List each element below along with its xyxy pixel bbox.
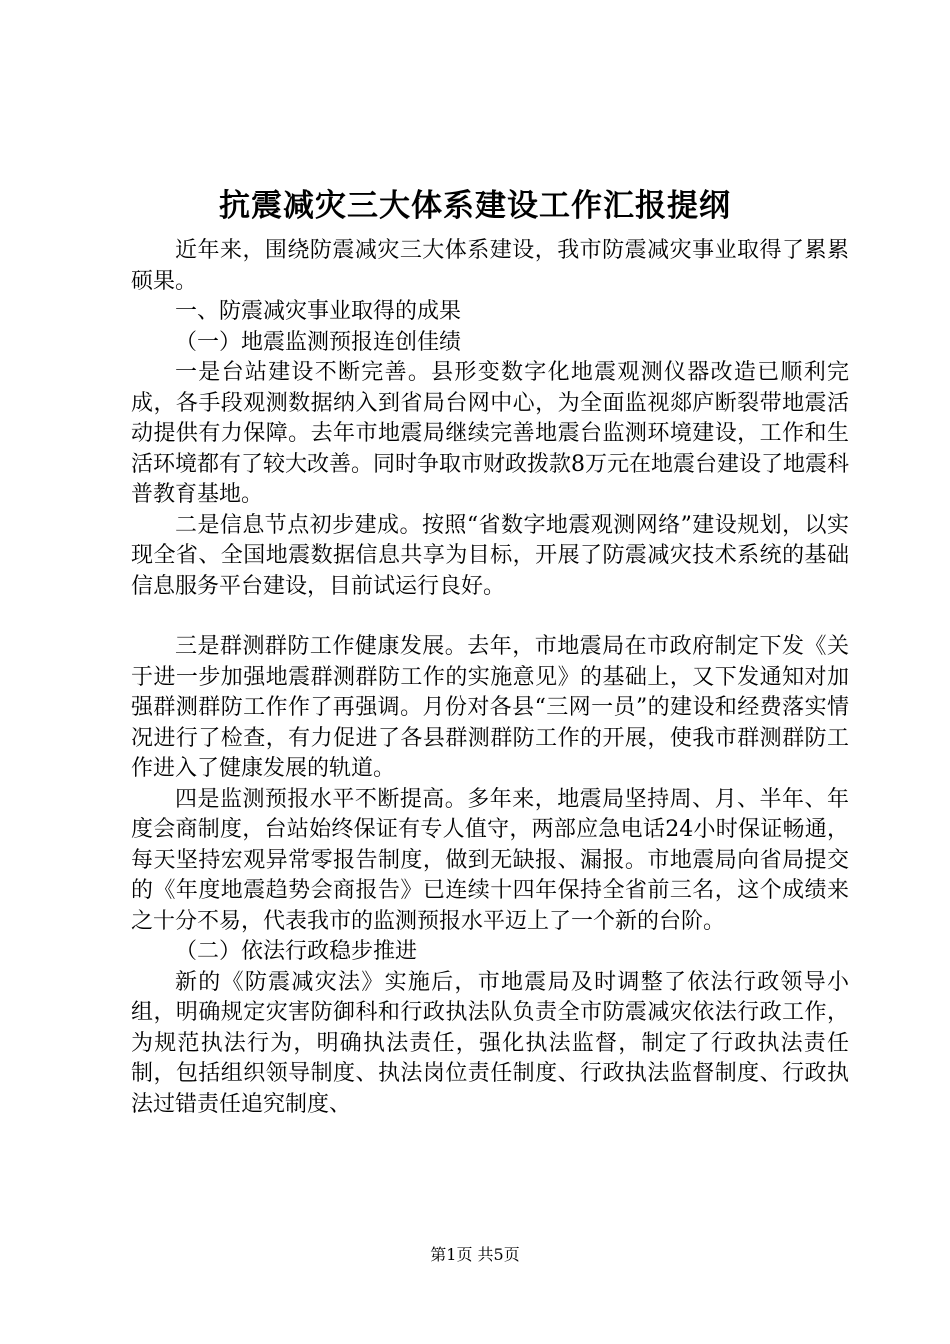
paragraph-forecast-level: 四是监测预报水平不断提高。多年来，地震局坚持周、月、半年、年度会商制度，台站始终保证有专人值守，两部应急电话24小时保证畅通，每天坚持宏观异常零报告制度，做到无缺报、漏报。市地震局向省局提交的《年度地震趋势会商报告》已连续十四年保持全省前三名，这个成绩来之十分不易，代表我市的监测预报水平迈上了一个新的台阶。 (131, 786, 849, 934)
subsection-heading-monitoring: （一）地震监测预报连创佳绩 (175, 329, 462, 355)
section-heading-achievements: 一、防震减灾事业取得的成果 (175, 299, 462, 324)
paragraph-group-monitoring: 三是群测群防工作健康发展。去年，市地震局在市政府制定下发《关于进一步加强地震群测群防工作的实施意见》的基础上，又下发通知对加强群测群防工作作了再强调。月份对各县“三网一员”的建设和经费落实情况进行了检查，有力促进了各县群测群防工作的开展，使我市群测群防工作进入了健康发展的轨道。 (131, 634, 849, 781)
paragraph-station-construction: 一是台站建设不断完善。县形变数字化地震观测仪器改造已顺利完成，各手段观测数据纳入到省局台网中心，为全面监视郯庐断裂带地震活动提供有力保障。去年市地震局继续完善地震台监测环境建设，工作和生活环境都有了较大改善。同时争取市财政拨款8万元在地震台建设了地震科普教育基地。 (131, 360, 849, 507)
subsection-heading-law-administration: （二）依法行政稳步推进 (175, 939, 418, 964)
paragraph-intro: 近年来，围绕防震减灾三大体系建设，我市防震减灾事业取得了累累硕果。 (131, 238, 849, 294)
document-title: 抗震减灾三大体系建设工作汇报提纲 (219, 188, 731, 224)
page-number-footer: 第1页 共5页 (430, 1245, 520, 1264)
paragraph-law-enforcement: 新的《防震减灾法》实施后，市地震局及时调整了依法行政领导小组，明确规定灾害防御科和行政执法队负责全市防震减灾依法行政工作，为规范执法行为，明确执法责任，强化执法监督，制定了行政执法责任制，包括组织领导制度、执法岗位责任制度、行政执法监督制度、行政执法过错责任追究制度、 (131, 969, 849, 1117)
paragraph-information-nodes: 二是信息节点初步建成。按照“省数字地震观测网络”建设规划，以实现全省、全国地震数据信息共享为目标，开展了防震减灾技术系统的基础信息服务平台建设，目前试运行良好。 (131, 512, 849, 599)
document-body (131, 236, 849, 1120)
